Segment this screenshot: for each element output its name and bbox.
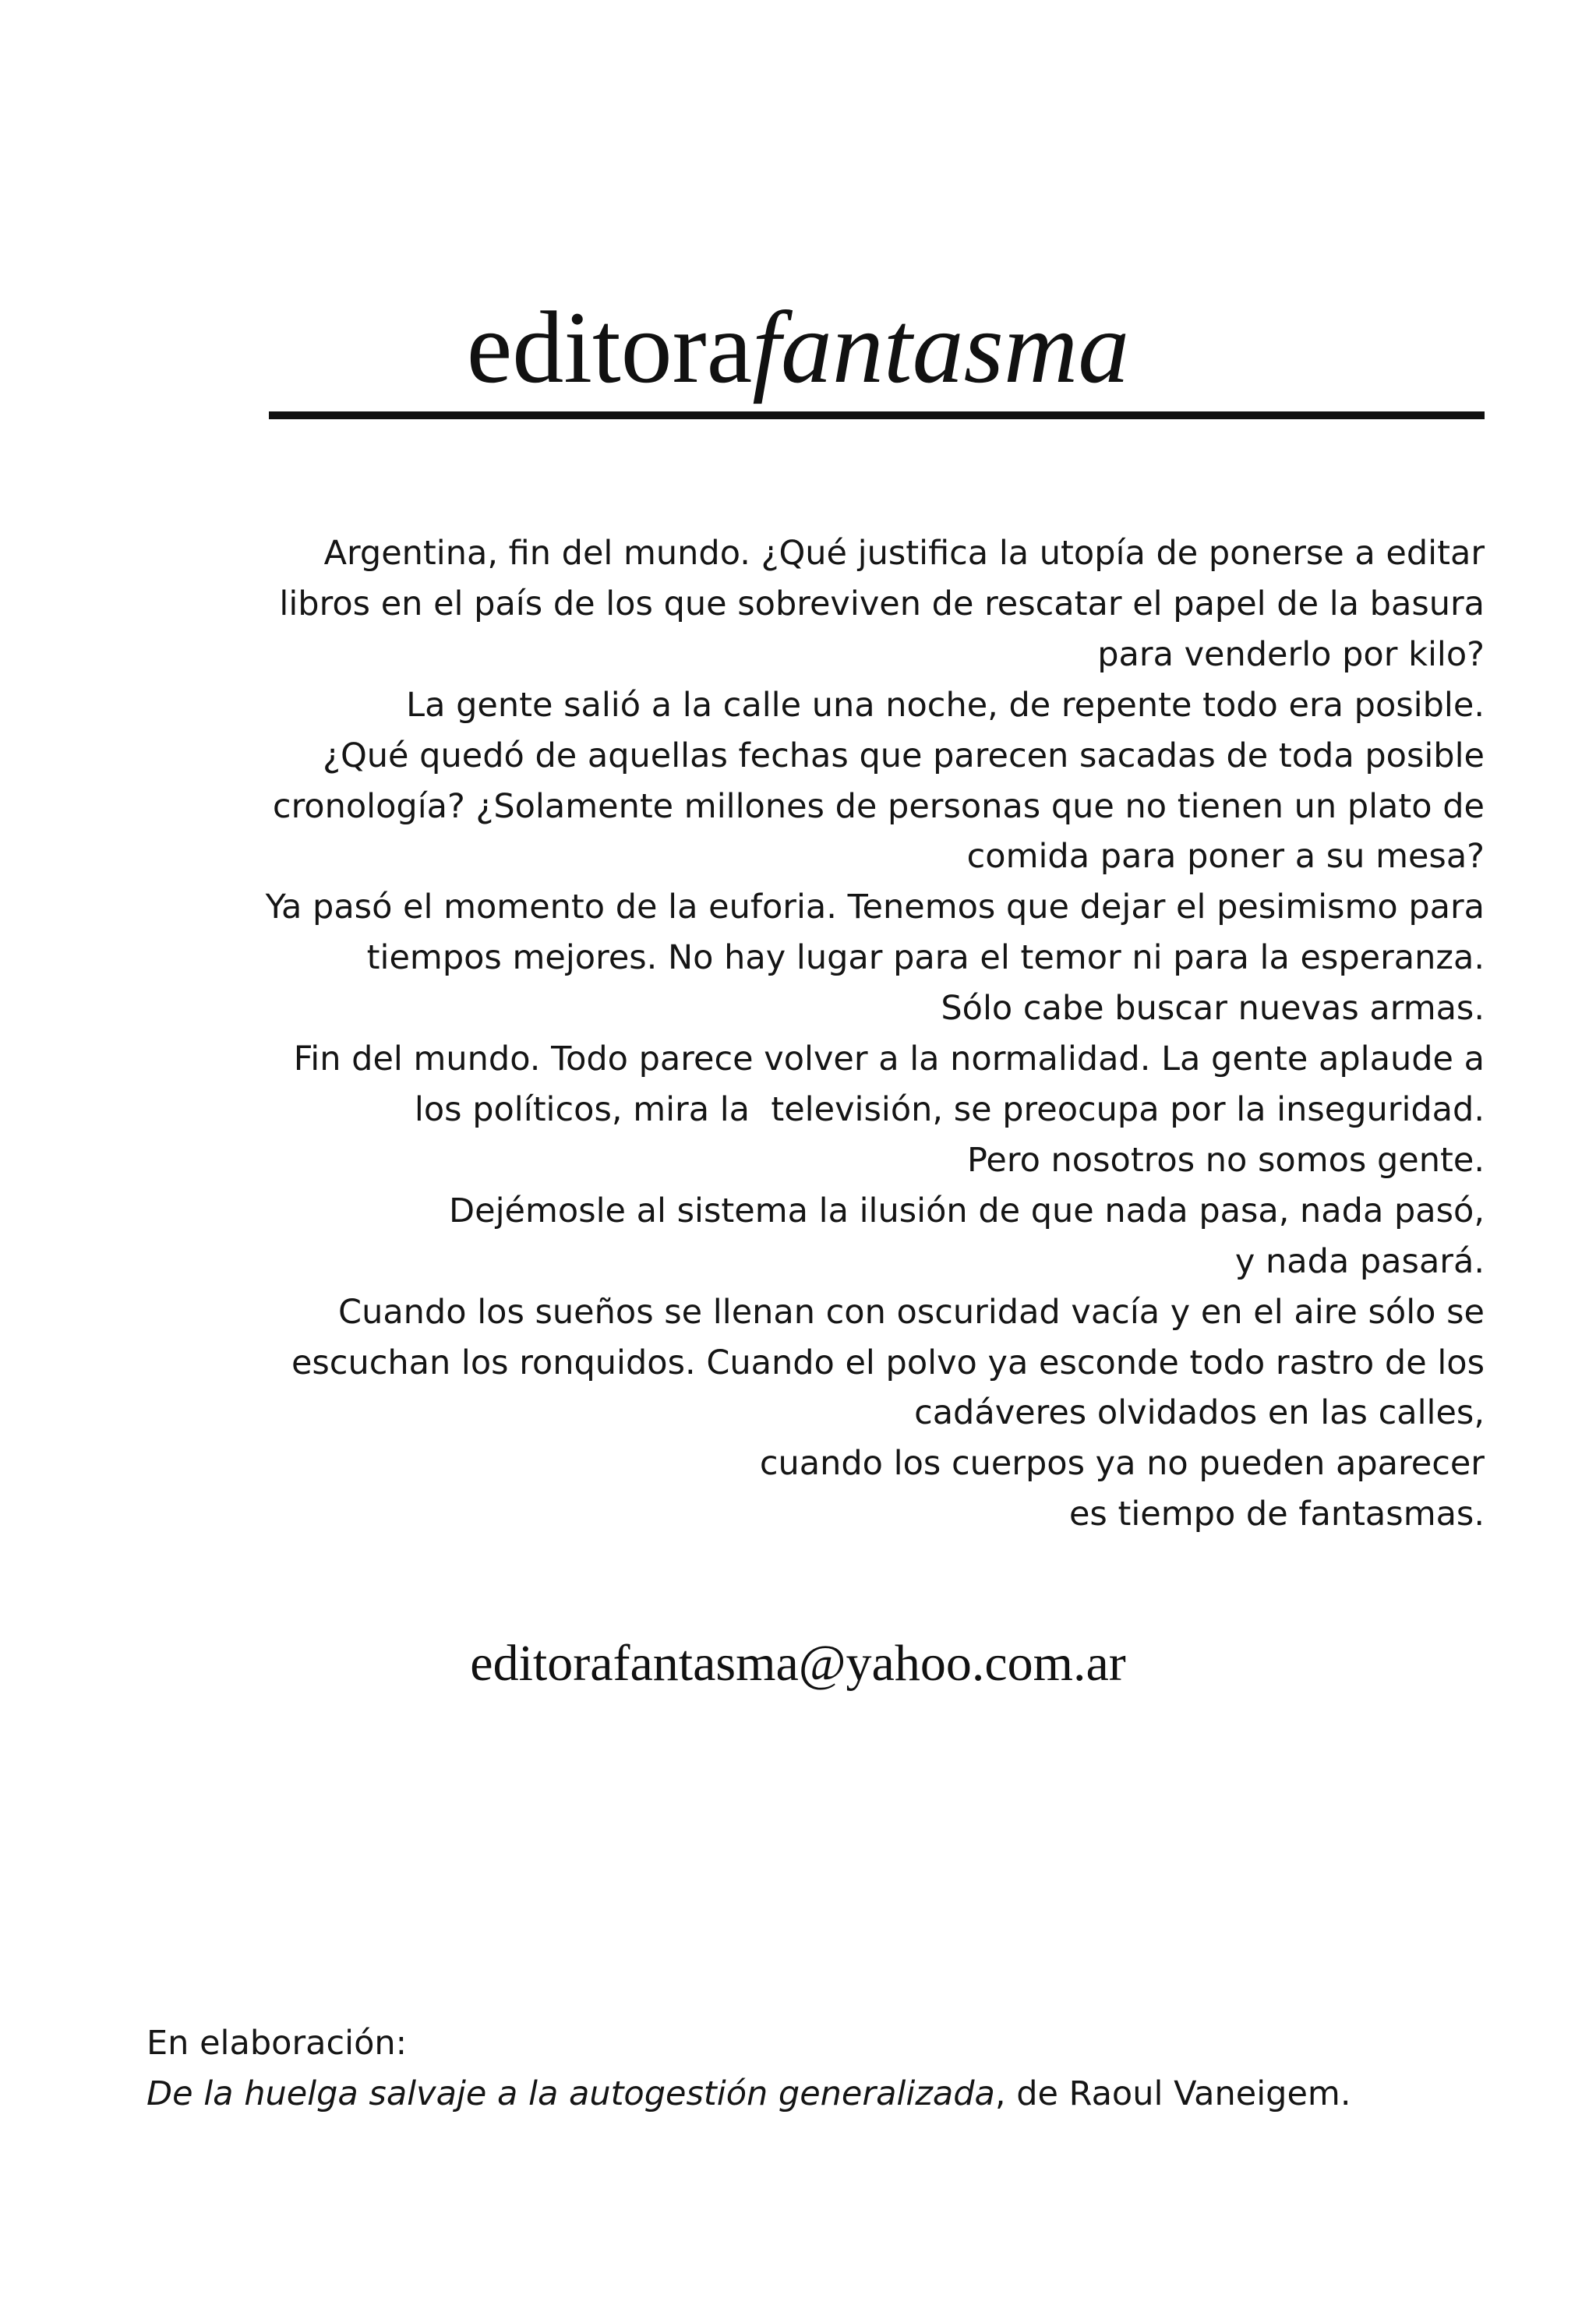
manifesto-line: y nada pasará. xyxy=(1234,1241,1485,1281)
manifesto-line: tiempos mejores. No hay lugar para el temor ni para la esperanza. xyxy=(366,938,1485,978)
manifesto-line: es tiempo de fantasmas. xyxy=(1068,1495,1485,1534)
manifesto-line: Sólo cabe buscar nuevas armas. xyxy=(941,989,1485,1029)
manifesto-line: Cuando los sueños se llenan con oscuridad vacía y en el aire sólo se xyxy=(338,1292,1485,1332)
manifesto-line: Pero nosotros no somos gente. xyxy=(966,1140,1485,1180)
in-progress-label: En elaboración: xyxy=(147,2024,408,2063)
masthead-divider xyxy=(269,411,1485,419)
manifesto-line: cuando los cuerpos ya no pueden aparecer xyxy=(759,1444,1485,1484)
contact-email[interactable]: editorafantasma@yahoo.com.ar xyxy=(470,1635,1126,1692)
manifesto-line: para venderlo por kilo? xyxy=(1097,634,1485,674)
masthead-regular: editora xyxy=(466,290,753,404)
manifesto-line: libros en el país de los que sobreviven de rescatar el papel de la basura xyxy=(279,584,1485,623)
manifesto-line: los políticos, mira la televisión, se preocupa por la inseguridad. xyxy=(414,1089,1485,1129)
masthead-italic: fantasma xyxy=(752,290,1130,404)
manifesto-line: Dejémosle al sistema la ilusión de que nada pasa, nada pasó, xyxy=(449,1191,1485,1230)
manifesto-line: escuchan los ronquidos. Cuando el polvo ya esconde todo rastro de los xyxy=(291,1343,1485,1382)
manifesto-line: La gente salió a la calle una noche, de repente todo era posible. xyxy=(406,685,1485,725)
manifesto-line: cadáveres olvidados en las calles, xyxy=(914,1393,1485,1433)
manifesto-text xyxy=(156,528,1485,1540)
book-author: , de Raoul Vaneigem. xyxy=(994,2074,1351,2113)
manifesto-line: ¿Qué quedó de aquellas fechas que parecen sacadas de toda posible xyxy=(323,736,1485,775)
publisher-masthead xyxy=(0,290,1596,404)
book-title: De la huelga salvaje a la autogestión generalizada xyxy=(147,2074,995,2113)
manifesto-line: Argentina, fin del mundo. ¿Qué justifica la utopía de ponerse a editar xyxy=(323,534,1485,573)
manifesto-line: comida para poner a su mesa? xyxy=(966,837,1485,877)
manifesto-line: cronología? ¿Solamente millones de personas que no tienen un plato de xyxy=(272,786,1485,826)
in-progress-book xyxy=(147,2069,1351,2120)
manifesto-line: Fin del mundo. Todo parece volver a la normalidad. La gente aplaude a xyxy=(293,1040,1485,1079)
manifesto-line: Ya pasó el momento de la euforia. Tenemos que dejar el pesimismo para xyxy=(265,888,1485,927)
in-progress-note xyxy=(147,2018,1351,2120)
